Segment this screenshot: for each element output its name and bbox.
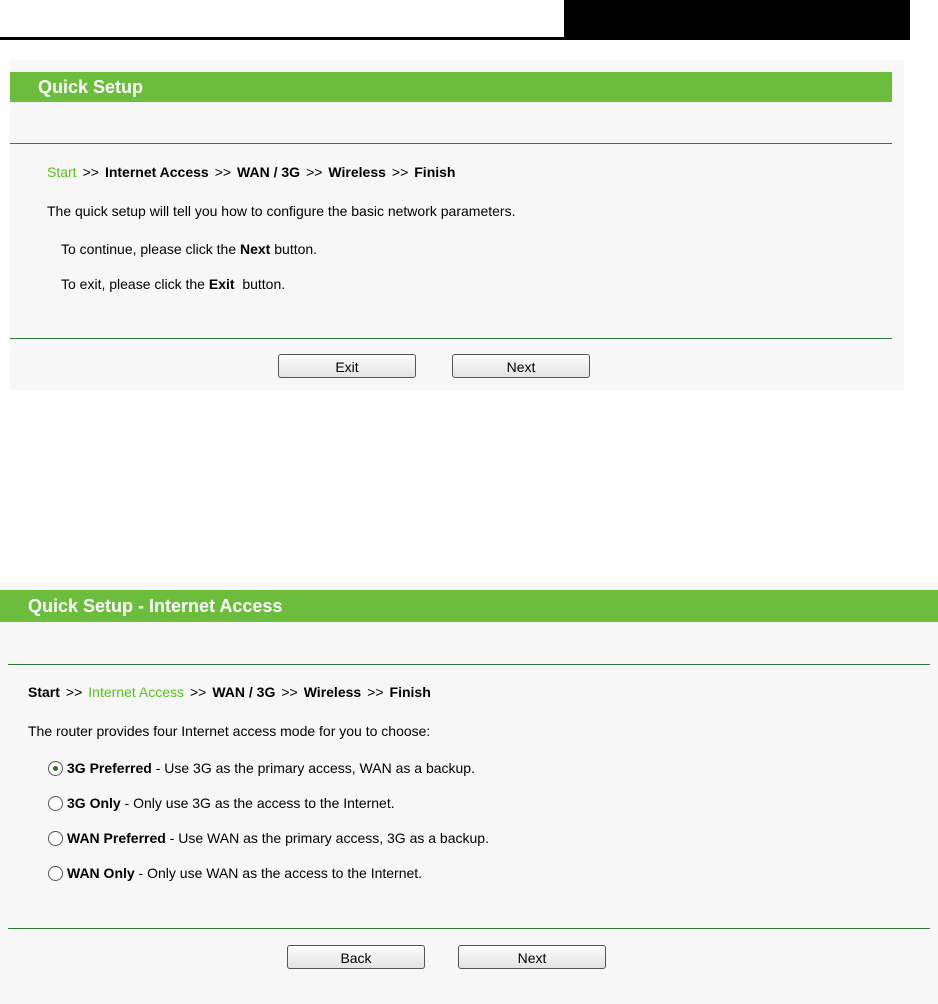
- option-wan-preferred[interactable]: WAN Preferred - Use WAN as the primary access, 3G as a backup.: [48, 830, 489, 846]
- option-3g-only[interactable]: 3G Only - Only use 3G as the access to the Internet.: [48, 795, 395, 811]
- next-button[interactable]: Next: [458, 945, 606, 969]
- breadcrumb: Start >> Internet Access >> WAN / 3G >> Wireless >> Finish: [47, 164, 456, 180]
- radio-button[interactable]: [48, 831, 63, 846]
- breadcrumb: Start >> Internet Access >> WAN / 3G >> Wireless >> Finish: [28, 684, 431, 700]
- intro-text: The quick setup will tell you how to configure the basic network parameters.: [47, 203, 516, 219]
- header-rule: [0, 37, 564, 40]
- panel-title: Quick Setup: [10, 72, 892, 102]
- next-button[interactable]: Next: [452, 354, 590, 378]
- divider: [8, 928, 930, 929]
- radio-button[interactable]: [48, 761, 63, 776]
- panel-title: Quick Setup - Internet Access: [0, 590, 938, 622]
- breadcrumb-item-wireless: Wireless: [303, 684, 362, 700]
- breadcrumb-item-wireless: Wireless: [328, 164, 386, 180]
- divider: [10, 143, 892, 144]
- breadcrumb-item-internet-access: Internet Access: [104, 164, 209, 180]
- breadcrumb-item-start: Start: [47, 164, 77, 180]
- radio-button[interactable]: [48, 796, 63, 811]
- quick-setup-panel: [10, 60, 904, 390]
- breadcrumb-item-finish: Finish: [414, 164, 456, 180]
- continue-instruction: To continue, please click the Next button.: [61, 241, 318, 257]
- divider: [8, 664, 930, 665]
- breadcrumb-item-wan-3g: WAN / 3G: [212, 684, 276, 700]
- breadcrumb-item-internet-access: Internet Access: [88, 684, 184, 700]
- exit-instruction: To exit, please click the Exit button.: [61, 276, 286, 292]
- breadcrumb-item-wan-3g: WAN / 3G: [237, 164, 301, 180]
- divider: [10, 338, 892, 339]
- option-wan-only[interactable]: WAN Only - Only use WAN as the access to the Internet.: [48, 865, 422, 881]
- option-3g-preferred[interactable]: 3G Preferred - Use 3G as the primary access, WAN as a backup.: [48, 760, 475, 776]
- header-black-block: [564, 0, 910, 40]
- radio-button[interactable]: [48, 866, 63, 881]
- internet-access-panel: [0, 582, 938, 1004]
- breadcrumb-item-start: Start: [28, 684, 60, 700]
- breadcrumb-item-finish: Finish: [389, 684, 431, 700]
- exit-button[interactable]: Exit: [278, 354, 416, 378]
- intro-text: The router provides four Internet access mode for you to choose:: [28, 723, 431, 739]
- back-button[interactable]: Back: [287, 945, 425, 969]
